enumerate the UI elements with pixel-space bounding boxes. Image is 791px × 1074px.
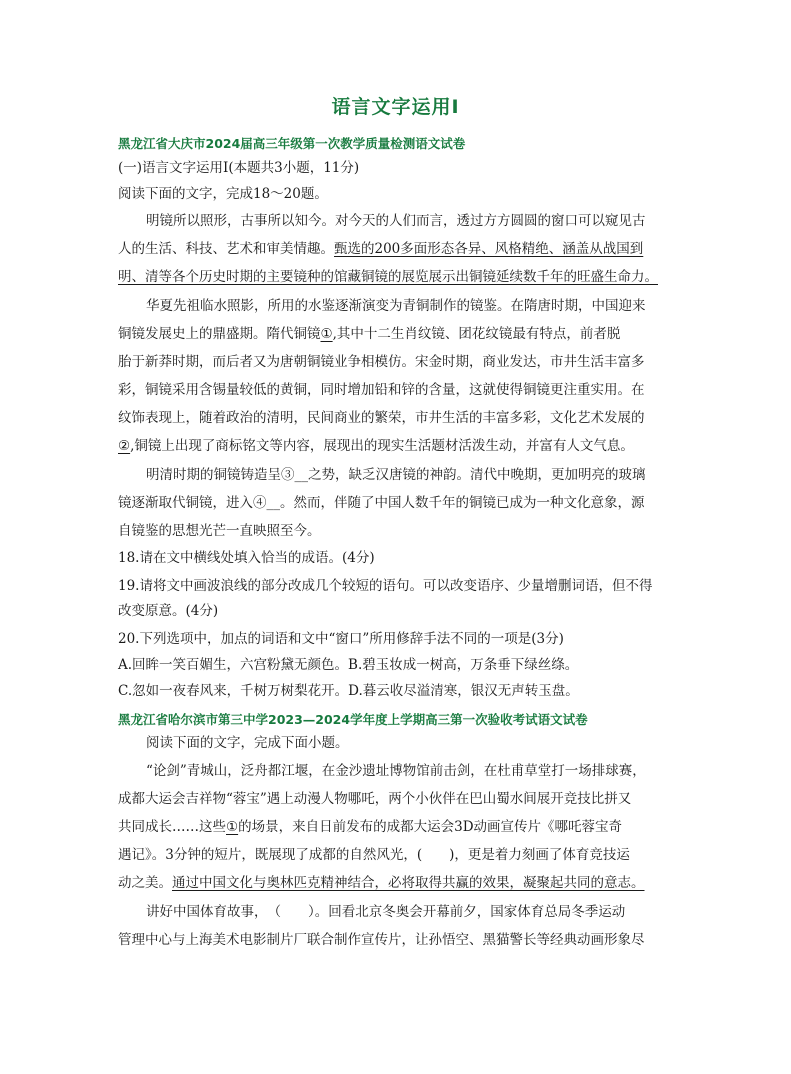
paragraph-line: 成都大运会吉祥物“蓉宝”遇上动漫人物哪吒，两个小伙伴在巴山蜀水间展开竞技比拼又 — [118, 791, 632, 807]
paragraph-line: 讲好中国体育故事， （ ）。回看北京冬奥会开幕前夕，国家体育总局冬季运动 — [146, 904, 626, 920]
paragraph-text: ,铜镜上出现了商标铭文等内容，展现出的现实生活题材活泼生动，并富有人文气息。 — [130, 438, 634, 454]
underlined-sentence: 明、清等各个历史时期的主要镜种的馆藏铜镜的展览展示出铜镜延续数千年的旺盛生命力。 — [118, 269, 658, 285]
paragraph-text: 共同成长……这些 — [118, 819, 226, 835]
paragraph-line — [118, 436, 634, 456]
source-heading-2: 黑龙江省哈尔滨市第三中学2023—2024学年度上学期高三第一次验收考试语文试卷 — [118, 712, 588, 727]
paragraph-line — [118, 267, 658, 287]
paragraph-line: 明镜所以照形，古事所以知今。对今天的人们而言，透过方方圆圆的窗口可以窥见古 — [146, 213, 646, 229]
instruction-1: 阅读下面的文字，完成18～20题。 — [118, 186, 328, 202]
paragraph-text: 铜镜发展史上的鼎盛期。隋代铜镜 — [118, 326, 321, 342]
paragraph-line: 自镜鉴的思想光芒一直映照至今。 — [118, 523, 321, 539]
paragraph-line: 明清时期的铜镜铸造呈③__之势，缺乏汉唐镜的神韵。清代中晚期，更加明亮的玻璃 — [146, 467, 646, 483]
paragraph-line: 管理中心与上海美术电影制片厂联合制作宣传片，让孙悟空、黑猫警长等经典动画形象尽 — [118, 932, 645, 948]
paragraph-line: “论剑”青城山，泛舟都江堰，在金沙遗址博物馆前击剑，在杜甫草堂打一场排球赛， — [146, 763, 646, 779]
fill-blank-1: ① — [320, 326, 333, 342]
paragraph-text: 人的生活、科技、艺术和审美情趣。 — [118, 241, 334, 257]
question-20-options-ab: A.回眸一笑百媚生，六宫粉黛无颜色。B.碧玉妆成一树高，万条垂下绿丝绦。 — [118, 657, 579, 673]
question-19: 19.请将文中画波浪线的部分改成几个较短的语句。可以改变语序、少量增删词语，但不得 — [118, 578, 653, 594]
paragraph-line: 纹饰表现上，随着政治的清明，民间商业的繁荣，市井生活的丰富多彩，文化艺术发展的 — [118, 410, 645, 426]
question-19-cont: 改变原意。(4分) — [118, 603, 219, 619]
section-header: (一)语言文字运用Ⅰ(本题共3小题，11分) — [118, 160, 360, 176]
document-title: 语言文字运用Ⅰ — [331, 96, 460, 118]
paragraph-line — [118, 873, 645, 893]
paragraph-text: 的场景，来自日前发布的成都大运会3D动画宣传片《哪吒蓉宝奇 — [238, 819, 623, 835]
paragraph-line: 遇记》。3分钟的短片，既展现了成都的自然风光，( )，更是着力刻画了体育竞技运 — [118, 847, 630, 863]
question-18: 18.请在文中横线处填入恰当的成语。(4分) — [118, 550, 375, 566]
paragraph-line — [118, 324, 620, 344]
paragraph-text: 动之美。 — [118, 875, 172, 891]
paragraph-line: 镜逐渐取代铜镜，进入④__。然而，伴随了中国人数千年的铜镜已成为一种文化意象，源 — [118, 495, 645, 511]
paragraph-line — [118, 239, 643, 259]
source-heading-1: 黑龙江省大庆市2024届高三年级第一次教学质量检测语文试卷 — [118, 136, 466, 151]
paragraph-line: 华夏先祖临水照影，所用的水鉴逐渐演变为青铜制作的镜鉴。在隋唐时期，中国迎来 — [146, 298, 646, 314]
question-20-options-cd: C.忽如一夜春风来，千树万树梨花开。D.暮云收尽溢清寒，银汉无声转玉盘。 — [118, 683, 579, 699]
question-20: 20.下列选项中，加点的词语和文中“窗口”所用修辞手法不同的一项是(3分) — [118, 631, 564, 647]
paragraph-line: 彩，铜镜采用含锡量较低的黄铜，同时增加铅和锌的含量，这就使得铜镜更注重实用。在 — [118, 382, 645, 398]
fill-blank-2: ② — [118, 438, 131, 454]
fill-blank-1: ① — [226, 819, 239, 835]
paragraph-line: 胎于新莽时期，而后者又为唐朝铜镜业争相模仿。宋金时期，商业发达，市井生活丰富多 — [118, 354, 645, 370]
underlined-sentence: 甄选的200多面形态各异、风格精绝、涵盖从战国到 — [334, 241, 644, 257]
paragraph-line — [118, 817, 622, 837]
paragraph-text: ,其中十二生肖纹镜、团花纹镜最有特点，前者脱 — [332, 326, 621, 342]
underlined-sentence: 通过中国文化与奥林匹克精神结合，必将取得共赢的效果，凝聚起共同的意志。 — [172, 875, 645, 891]
instruction-2: 阅读下面的文字，完成下面小题。 — [146, 735, 349, 751]
